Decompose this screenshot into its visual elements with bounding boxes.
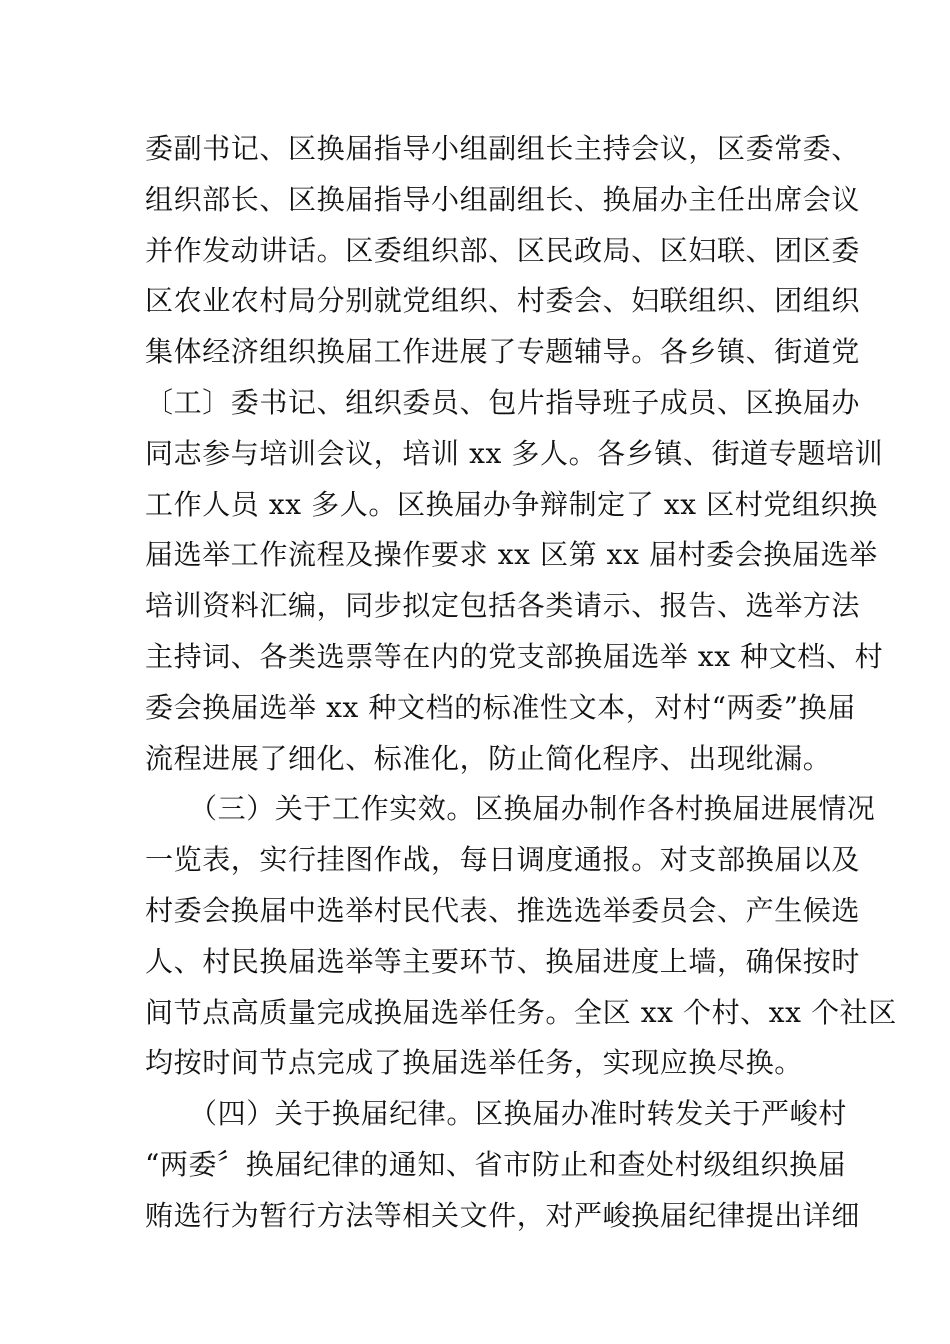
text-line: 并作发动讲话。区委组织部、区民政局、区妇联、团区委 xyxy=(145,233,861,267)
text-line: 培训资料汇编，同步拟定包括各类请示、报告、选举方法 xyxy=(145,589,861,623)
text-line: 村委会换届中选举村民代表、推选选举委员会、产生候选 xyxy=(145,893,861,927)
text-line: 一览表，实行挂图作战，每日调度通报。对支部换届以及 xyxy=(145,843,861,877)
text-line: 〔工〕委书记、组织委员、包片指导班子成员、区换届办 xyxy=(145,385,861,419)
text-line: “两委〞换届纪律的通知、省市防止和查处村级组织换届 xyxy=(145,1147,847,1181)
text-line: 区农业农村局分别就党组织、村委会、妇联组织、团组织 xyxy=(145,284,861,318)
text-line: 工作人员 xx 多人。区换届办争辩制定了 xx 区村党组织换 xyxy=(145,487,878,521)
text-line: 贿选行为暂行方法等相关文件，对严峻换届纪律提出详细 xyxy=(145,1198,861,1232)
text-line: 主持词、各类选票等在内的党支部换届选举 xx 种文档、村 xyxy=(145,639,884,673)
text-line: 委副书记、区换届指导小组副组长主持会议，区委常委、 xyxy=(145,132,861,165)
text-line: 人、村民换届选举等主要环节、换届进度上墙，确保按时 xyxy=(145,944,861,978)
text-line: 委会换届选举 xx 种文档的标准性文本，对村“两委”换届 xyxy=(145,690,856,724)
text-line: 流程进展了细化、标准化，防止简化程序、出现纰漏。 xyxy=(145,741,832,775)
text-line: 集体经济组织换届工作进展了专题辅导。各乡镇、街道党 xyxy=(145,335,861,369)
paragraph-start-line: （四）关于换届纪律。区换届办准时转发关于严峻村 xyxy=(189,1097,847,1131)
body-text xyxy=(145,124,897,1242)
text-line: 届选举工作流程及操作要求 xx 区第 xx 届村委会换届选举 xyxy=(145,538,878,572)
text-line: 均按时间节点完成了换届选举任务，实现应换尽换。 xyxy=(145,1046,803,1080)
text-line: 组织部长、区换届指导小组副组长、换届办主任出席会议 xyxy=(145,182,861,216)
paragraph-start-line: （三）关于工作实效。区换届办制作各村换届进展情况 xyxy=(189,792,876,826)
text-line: 间节点高质量完成换届选举任务。全区 xx 个村、xx 个社区 xyxy=(145,995,897,1029)
text-line: 同志参与培训会议，培训 xx 多人。各乡镇、街道专题培训 xyxy=(145,436,884,470)
